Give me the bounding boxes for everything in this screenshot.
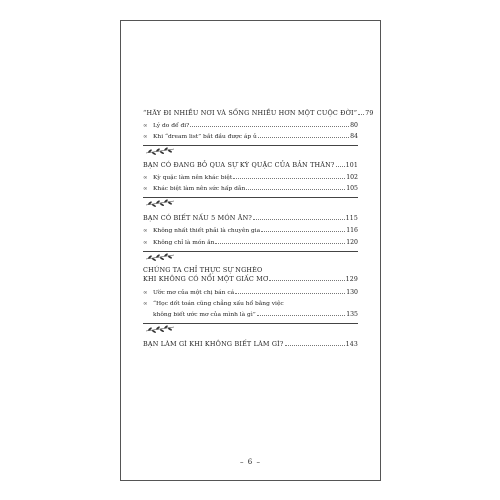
toc-entry-section-4-line-1 <box>143 266 358 274</box>
toc-page-number: 115 <box>345 215 358 222</box>
toc-subentry-title: Khi “dream list” bắt đầu được áp ủ <box>153 134 257 140</box>
toc-entry-title: BẠN CÓ ĐANG BỎ QUA SỰ KỲ QUẶC CỦA BẢN THÂN? <box>143 161 335 169</box>
infinity-bullet-icon: ∞ <box>143 301 148 307</box>
toc-page-number: 135 <box>346 311 358 318</box>
toc-subentry-title: Không chỉ là món ăn <box>153 240 215 246</box>
section-divider-rule <box>143 197 358 198</box>
leaf-branch-icon <box>145 325 175 333</box>
toc-entry-section-5 <box>143 340 358 348</box>
infinity-bullet-icon: ∞ <box>143 123 148 129</box>
toc-page-number: 105 <box>346 185 358 192</box>
toc-subentry <box>143 122 358 129</box>
section-divider-rule <box>143 323 358 324</box>
toc-subentry <box>143 239 358 246</box>
book-page <box>120 20 381 481</box>
toc-subentry <box>143 133 358 140</box>
dot-leader <box>257 315 345 316</box>
dot-leader <box>336 166 345 167</box>
toc-subentry-line-2 <box>143 311 358 318</box>
dot-leader <box>258 137 349 138</box>
toc-page-number: 116 <box>346 227 358 234</box>
toc-page-number: 120 <box>346 239 358 246</box>
toc-page-number: 130 <box>346 289 358 296</box>
toc-entry-section-3 <box>143 214 358 222</box>
dot-leader <box>235 293 345 294</box>
infinity-bullet-icon: ∞ <box>143 186 148 192</box>
toc-entry-section-1 <box>143 109 374 117</box>
toc-subentry-title: không biết ước mơ của mình là gì” <box>153 312 256 318</box>
toc-subentry <box>143 289 358 296</box>
dot-leader <box>215 243 345 244</box>
toc-page-number: 143 <box>345 341 358 348</box>
toc-subentry-title: Không nhất thiết phải là chuyên gia <box>153 228 261 234</box>
dot-leader <box>269 280 344 281</box>
toc-subentry <box>143 227 358 234</box>
toc-subentry <box>143 185 358 192</box>
section-divider-rule <box>143 145 358 146</box>
toc-subentry-title: Kỳ quặc làm nên khác biệt <box>153 175 233 181</box>
toc-page-number: 129 <box>345 276 358 283</box>
toc-page-number: 80 <box>350 122 358 129</box>
toc-page-number: 101 <box>345 162 358 169</box>
toc-subentry-line-1 <box>143 301 358 307</box>
dot-leader <box>285 345 345 346</box>
dot-leader <box>358 114 364 115</box>
page-number: – 6 – <box>240 458 261 466</box>
infinity-bullet-icon: ∞ <box>143 228 148 234</box>
infinity-bullet-icon: ∞ <box>143 134 148 140</box>
toc-entry-title: CHÚNG TA CHỈ THỰC SỰ NGHÈO <box>143 266 263 274</box>
toc-page-number: 102 <box>346 174 358 181</box>
toc-subentry-title: Lý do để đi? <box>153 123 190 129</box>
toc-subentry-title: Ước mơ của một chị bán cá <box>153 290 235 296</box>
infinity-bullet-icon: ∞ <box>143 290 148 296</box>
toc-entry-title: BẠN CÓ BIẾT NẤU 5 MÓN ĂN? <box>143 214 253 222</box>
leaf-branch-icon <box>145 199 175 207</box>
dot-leader <box>253 219 345 220</box>
toc-entry-section-4-line-2 <box>143 275 358 283</box>
table-of-contents <box>121 21 380 480</box>
section-divider-rule <box>143 251 358 252</box>
toc-entry-title: KHI KHÔNG CÓ NỔI MỘT GIẤC MƠ <box>143 275 269 283</box>
leaf-branch-icon <box>145 253 175 261</box>
dot-leader <box>190 126 349 127</box>
toc-subentry-title: “Học dốt toán cũng chẳng xấu hổ bằng việc <box>153 301 284 307</box>
dot-leader <box>246 189 345 190</box>
infinity-bullet-icon: ∞ <box>143 240 148 246</box>
dot-leader <box>233 178 345 179</box>
toc-page-number: 79 <box>365 110 374 117</box>
toc-subentry-title: Khác biệt làm nên sức hấp dẫn <box>153 186 246 192</box>
leaf-branch-icon <box>145 147 175 155</box>
dot-leader <box>261 231 345 232</box>
infinity-bullet-icon: ∞ <box>143 175 148 181</box>
toc-page-number: 84 <box>350 133 358 140</box>
toc-entry-title: BẠN LÀM GÌ KHI KHÔNG BIẾT LÀM GÌ? <box>143 340 284 348</box>
toc-entry-section-2 <box>143 161 358 169</box>
toc-subentry <box>143 174 358 181</box>
toc-entry-title: “HÃY ĐI NHIỀU NƠI VÀ SỐNG NHIỀU HƠN MỘT CUỘC ĐỜI” <box>143 109 358 117</box>
